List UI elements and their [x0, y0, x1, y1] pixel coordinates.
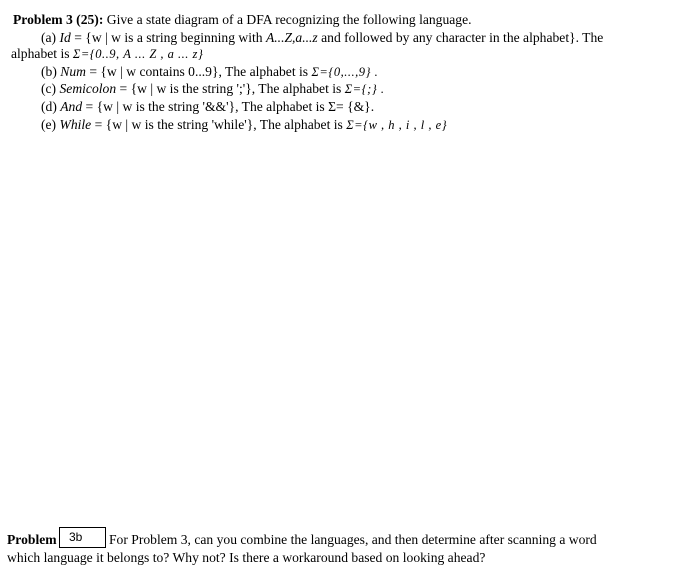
part-a-definition-end: and followed by any character in the alphabet}. The [317, 30, 604, 45]
part-d-name: And [60, 99, 83, 114]
part-e-definition: = {w | w is the string 'while'}, The alphabet is [91, 117, 347, 132]
problem-number-box: 3b [59, 527, 106, 548]
part-b-label: (b) [41, 64, 61, 79]
part-d-definition: = {w | w is the string '&&'}, The alphabet is [82, 99, 329, 114]
problem-3-heading: Problem 3 (25): [13, 12, 104, 27]
part-d-alphabet: Σ= {&}. [328, 99, 375, 114]
part-a-alphabet: Σ={0..9, A ... Z , a ... z} [72, 47, 204, 61]
problem-3b-question-line-2 [7, 549, 485, 567]
part-a-definition: = {w | w is a string beginning with [70, 30, 266, 45]
part-c-line [41, 80, 385, 98]
part-c-name: Semicolon [59, 81, 117, 96]
problem-3b-question-line-1 [109, 531, 597, 549]
part-e-alphabet: Σ={w , h , i , l , e} [346, 118, 448, 132]
part-a-range: A...Z,a...z [265, 30, 318, 45]
problem-3b-text-2: which language it belongs to? Why not? Is there a workaround based on looking ahead? [7, 550, 486, 565]
part-c-alphabet: Σ={;} . [344, 82, 385, 96]
part-b-name: Num [60, 64, 86, 79]
part-e-label: (e) [41, 117, 60, 132]
part-a-alphabet-line [11, 45, 203, 63]
part-b-line [41, 63, 378, 81]
part-d-label: (d) [41, 99, 61, 114]
problem-3-intro: Give a state diagram of a DFA recognizing the following language. [103, 12, 472, 27]
part-a-alphabet-prefix: alphabet is [11, 46, 73, 61]
problem-3b-text-1: For Problem 3, can you combine the languages, and then determine after scanning a word [109, 532, 597, 547]
part-b-definition: = {w | w contains 0...9}, The alphabet is [85, 64, 312, 79]
part-a-name: Id [59, 30, 71, 45]
problem-3-intro-line [13, 11, 472, 29]
part-e-name: While [59, 117, 92, 132]
part-d-line [41, 98, 374, 116]
part-e-line [41, 116, 447, 134]
part-a-label: (a) [41, 30, 60, 45]
problem-3b-heading: Problem [7, 532, 57, 547]
part-b-alphabet: Σ={0,...,9} . [311, 65, 379, 79]
part-c-label: (c) [41, 81, 60, 96]
problem-3b-line-1 [7, 531, 57, 549]
part-c-definition: = {w | w is the string ';'}, The alphabet is [116, 81, 345, 96]
